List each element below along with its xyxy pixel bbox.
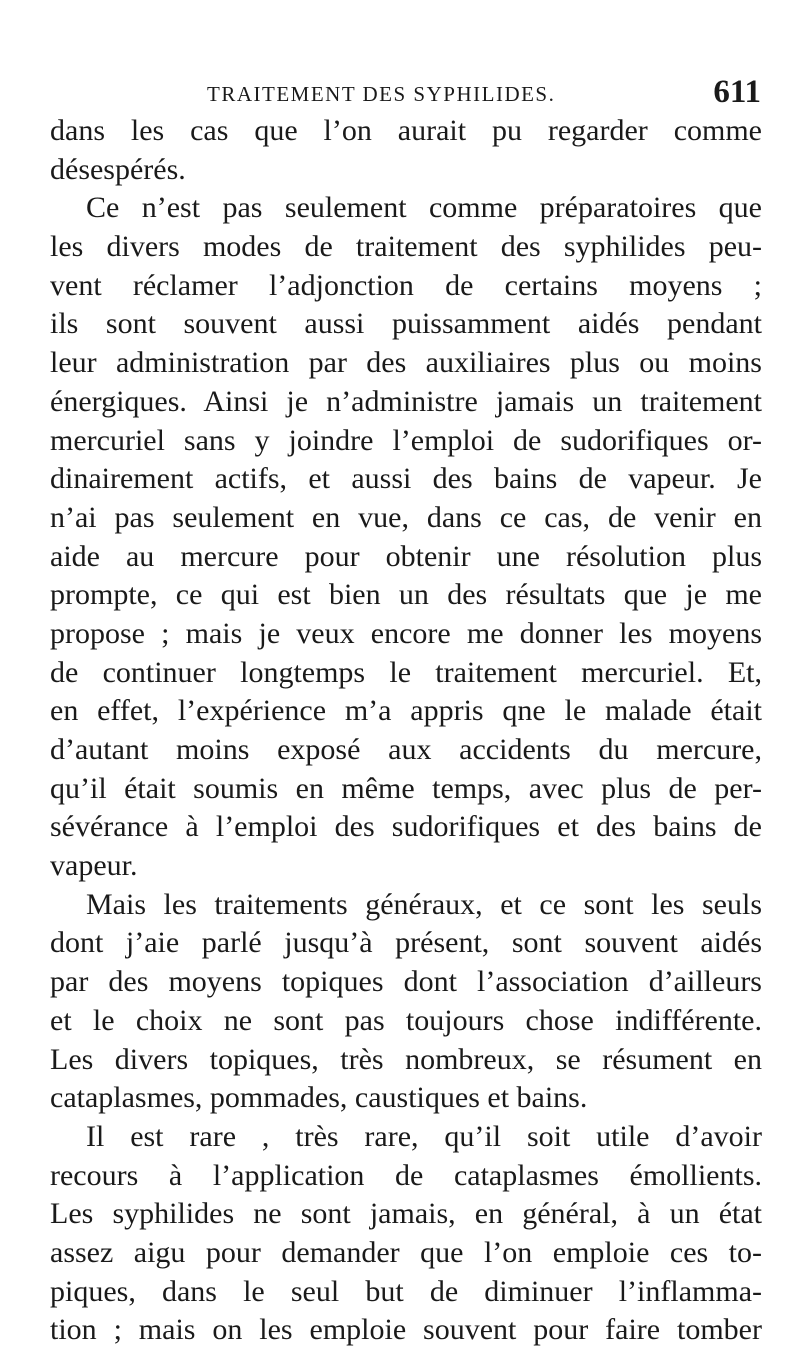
text-line: qu’il était soumis en même temps, avec plus de per- [50, 771, 762, 805]
text-line: piques, dans le seul but de diminuer l’inflamma- [50, 1274, 762, 1308]
text-line: par des moyens topiques dont l’association d’ailleurs [50, 965, 762, 999]
text-line: assez aigu pour demander que l’on emploie ces to- [50, 1235, 762, 1269]
text-line: Les divers topiques, très nombreux, se résument en [50, 1042, 762, 1076]
page-number: 611 [713, 74, 761, 110]
text-line: Il est rare , très rare, qu’il soit utile d’avoir [86, 1119, 762, 1153]
text-line: cataplasmes, pommades, caustiques et bains. [50, 1081, 588, 1115]
text-line: dont j’aie parlé jusqu’à présent, sont souvent aidés [50, 926, 762, 960]
text-line: d’autant moins exposé aux accidents du mercure, [50, 733, 762, 766]
text-line: mercuriel sans y joindre l’emploi de sudorifiques or- [50, 423, 762, 457]
text-line: dinairement actifs, et aussi des bains de vapeur. Je [50, 462, 762, 496]
text-line: leur administration par des auxiliaires plus ou moins [50, 346, 762, 380]
text-line: sévérance à l’emploi des sudorifiques et des bains de [50, 810, 762, 844]
text-line: vapeur. [50, 849, 138, 883]
body-text [50, 112, 762, 1350]
text-line: n’ai pas seulement en vue, dans ce cas, de venir en [50, 500, 762, 534]
running-title: TRAITEMENT DES SYPHILIDES. [207, 82, 556, 106]
text-line: vent réclamer l’adjonction de certains moyens ; [50, 268, 762, 302]
text-line: ils sont souvent aussi puissamment aidés pendant [50, 307, 762, 341]
text-line: de continuer longtemps le traitement mercuriel. Et, [50, 655, 762, 689]
text-line: Mais les traitements généraux, et ce sont les seuls [86, 887, 762, 921]
text-line: prompte, ce qui est bien un des résultats que je me [50, 578, 762, 612]
text-line: Ce n’est pas seulement comme préparatoires que [86, 191, 762, 225]
text-line: recours à l’application de cataplasmes émollients. [50, 1158, 762, 1192]
text-line: les divers modes de traitement des syphilides peu- [50, 230, 762, 264]
text-line: tion ; mais on les emploie souvent pour faire tomber [50, 1313, 762, 1347]
text-line: et le choix ne sont pas toujours chose indifférente. [50, 1003, 762, 1037]
text-line: dans les cas que l’on aurait pu regarder comme [50, 114, 762, 147]
text-line: propose ; mais je veux encore me donner les moyens [50, 616, 762, 650]
text-line: Les syphilides ne sont jamais, en général, à un état [50, 1197, 762, 1231]
text-line: désespérés. [50, 152, 186, 186]
text-line: en effet, l’expérience m’a appris qne le malade était [50, 694, 762, 728]
text-line: aide au mercure pour obtenir une résolution plus [50, 539, 762, 573]
text-line: énergiques. Ainsi je n’administre jamais un traitement [50, 384, 762, 418]
